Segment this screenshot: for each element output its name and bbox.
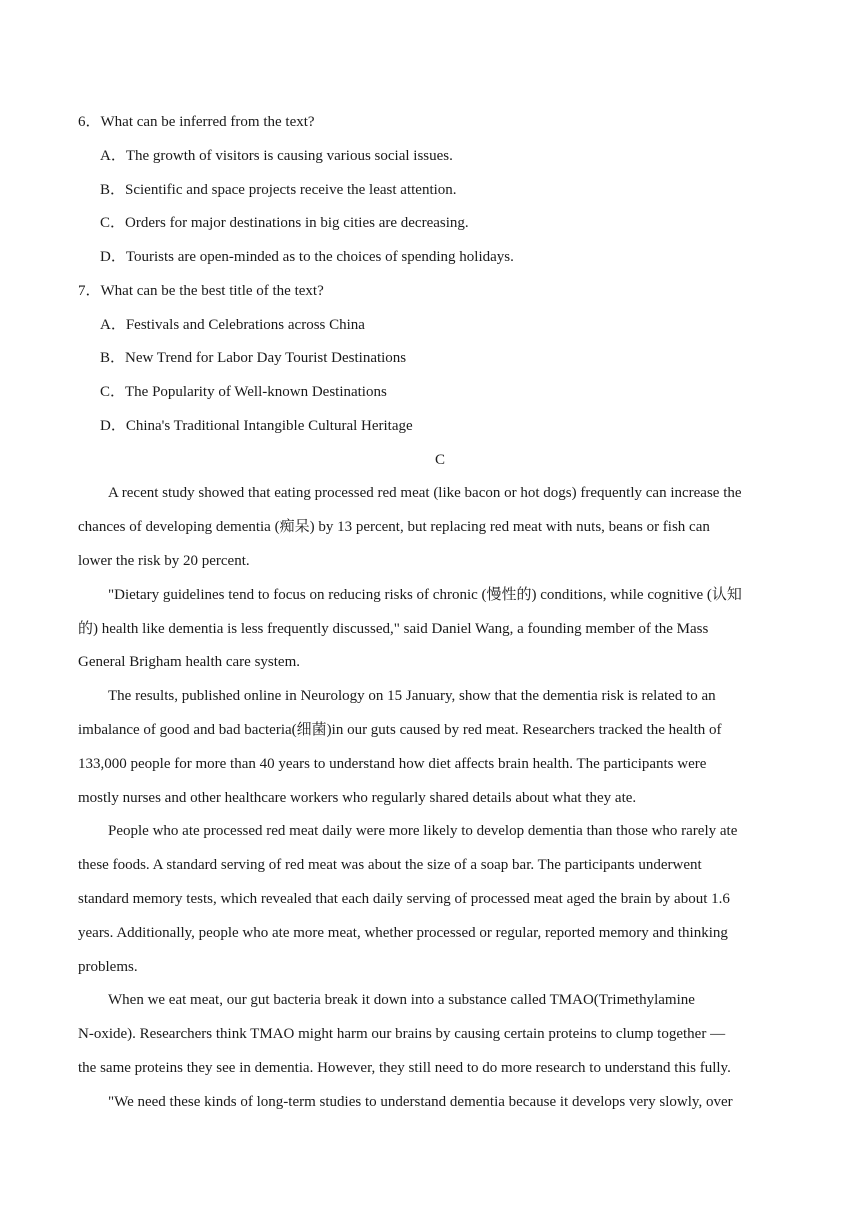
question-7-option-b: B．New Trend for Labor Day Tourist Destinations bbox=[100, 350, 407, 366]
passage-line: mostly nurses and other healthcare workers who regularly shared details about what they ate. bbox=[78, 790, 637, 806]
passage-line: the same proteins they see in dementia. However, they still need to do more research to understand this fully. bbox=[78, 1060, 731, 1076]
passage-line: The results, published online in Neurology on 15 January, show that the dementia risk is related to an bbox=[108, 688, 716, 704]
passage-line: these foods. A standard serving of red meat was about the size of a soap bar. The participants underwent bbox=[78, 857, 702, 873]
passage-line: N-oxide). Researchers think TMAO might harm our brains by causing certain proteins to clump together — bbox=[78, 1026, 726, 1042]
passage-line: People who ate processed red meat daily were more likely to develop dementia than those who rarely ate bbox=[108, 823, 738, 839]
passage-line: imbalance of good and bad bacteria(细菌)in our guts caused by red meat. Researchers tracked the health of bbox=[78, 722, 722, 738]
passage-line: General Brigham health care system. bbox=[78, 654, 300, 670]
question-7-option-d: D．China's Traditional Intangible Cultural Heritage bbox=[100, 418, 413, 434]
passage-line: "Dietary guidelines tend to focus on reducing risks of chronic (慢性的) conditions, while cognitive (认知 bbox=[108, 587, 742, 603]
passage-line: "We need these kinds of long-term studies to understand dementia because it develops very slowly, over bbox=[108, 1094, 733, 1110]
passage-line: problems. bbox=[78, 959, 138, 975]
passage-line: lower the risk by 20 percent. bbox=[78, 553, 250, 569]
passage-line: chances of developing dementia (痴呆) by 13 percent, but replacing red meat with nuts, beans or fish can bbox=[78, 519, 710, 535]
passage-line: A recent study showed that eating processed red meat (like bacon or hot dogs) frequently can increase the bbox=[108, 485, 742, 501]
section-heading: C bbox=[434, 452, 445, 468]
question-6-option-d: D．Tourists are open-minded as to the choices of spending holidays. bbox=[100, 249, 514, 265]
question-7-stem: 7．What can be the best title of the text? bbox=[78, 283, 324, 299]
question-7-option-c: C．The Popularity of Well-known Destinations bbox=[100, 384, 387, 400]
passage-line: 133,000 people for more than 40 years to understand how diet affects brain health. The participants were bbox=[78, 756, 707, 772]
passage-line: When we eat meat, our gut bacteria break it down into a substance called TMAO(Trimethylamine bbox=[108, 992, 695, 1008]
passage-line: years. Additionally, people who ate more meat, whether processed or regular, reported memory and thinking bbox=[78, 925, 728, 941]
question-6-option-a: A．The growth of visitors is causing various social issues. bbox=[100, 148, 453, 164]
passage-line: standard memory tests, which revealed that each daily serving of processed meat aged the brain by about 1.6 bbox=[78, 891, 730, 907]
passage-line: 的) health like dementia is less frequently discussed," said Daniel Wang, a founding member of the Mass bbox=[78, 621, 709, 637]
question-6-stem: 6．What can be inferred from the text? bbox=[78, 114, 315, 130]
question-6-option-c: C．Orders for major destinations in big cities are decreasing. bbox=[100, 215, 469, 231]
question-6-option-b: B．Scientific and space projects receive the least attention. bbox=[100, 182, 457, 198]
question-7-option-a: A．Festivals and Celebrations across China bbox=[100, 317, 365, 333]
